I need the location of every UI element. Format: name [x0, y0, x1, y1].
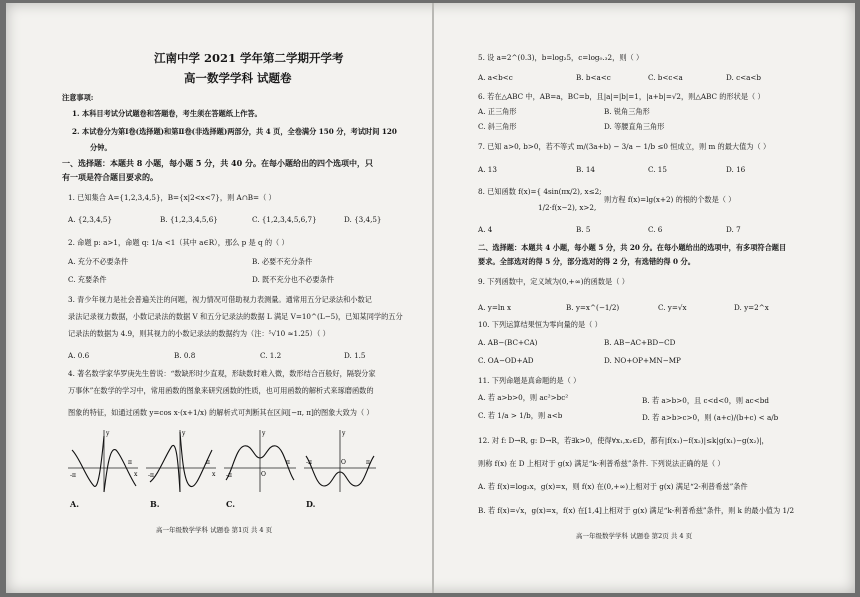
q5-option-d: D. c<a<b — [726, 73, 762, 82]
q10-option-d: D. NO+OP+MN−MP — [604, 356, 681, 365]
q1-stem: 1. 已知集合 A={1,2,3,4,5}，B={x|2<x<7}，则 A∩B=（ ） — [68, 193, 276, 202]
page-fold — [432, 3, 434, 593]
q10-option-b: B. AB−AC+BD−CD — [604, 338, 676, 347]
section2-heading: 二、选择题：本题共 4 小题，每小题 5 分，共 20 分。在每小题给出的选项中，有多项符合题目 — [478, 243, 787, 252]
q3-line-3: 记录法的数据为 4.9，则其视力的小数记录法的数据约为（注：⁵√10 ≈1.25）（ ） — [68, 329, 330, 338]
page-2-footer: 高一年级数学学科 试题卷 第2页 共 4 页 — [576, 532, 693, 540]
q5-option-c: C. b<c<a — [648, 73, 683, 82]
q9-option-d: D. y=2^x — [734, 303, 769, 312]
q2-stem: 2. 命题 p: a>1，命题 q: 1/a <1（其中 a∈R），那么 p 是 q 的（ ） — [68, 238, 289, 247]
graph-b-pos-pi: π — [206, 459, 210, 466]
q3-option-d: D. 1.5 — [344, 351, 366, 360]
q4-graph-d — [302, 428, 378, 494]
q7-stem: 7. 已知 a>0, b>0，若不等式 m/(3a+b) − 3/a − 1/b ≤0 恒成立，则 m 的最大值为（ ） — [478, 142, 771, 151]
note-1: 1. 本科目考试分试题卷和答题卷，考生须在答题纸上作答。 — [72, 109, 262, 118]
graph-c-neg-pi: -π — [226, 472, 232, 479]
graph-c-origin: O — [261, 471, 266, 478]
graph-a-pos-pi: π — [128, 459, 132, 466]
q11-option-c: C. 若 1/a > 1/b，则 a<b — [478, 411, 563, 420]
q1-option-b: B. {1,2,3,4,5,6} — [160, 215, 218, 224]
q9-option-b: B. y=x^(−1/2) — [566, 303, 620, 312]
q9-option-c: C. y=√x — [658, 303, 687, 312]
q12-line-1: 12. 对 f: D→R, g: D→R，若∃k>0，使得∀x₁,x₂∈D，都有|f(x₁)−f(x₂)|≤k|g(x₁)−g(x₂)|， — [478, 436, 769, 445]
exam-subtitle: 高一数学学科 试题卷 — [184, 71, 292, 85]
q3-option-b: B. 0.8 — [174, 351, 196, 360]
q6-option-a: A. 正三角形 — [478, 107, 517, 116]
graph-b-neg-pi: -π — [148, 472, 154, 479]
graph-d-origin: O — [341, 459, 346, 466]
q6-stem: 6. 若在△ABC 中，AB=a，BC=b，且|a|=|b|=1，|a+b|=√2，则△ABC 的形状是（ ） — [478, 92, 765, 101]
q3-line-1: 3. 青少年视力是社会普遍关注的问题，视力情况可借助视力表测量。通常用五分记录法和小数记 — [68, 295, 372, 304]
graph-a-x: x — [134, 471, 138, 478]
q7-option-b: B. 14 — [576, 165, 595, 174]
note-2-cont: 分钟。 — [90, 143, 112, 152]
q6-option-d: D. 等腰直角三角形 — [604, 122, 665, 131]
q12-option-b: B. 若 f(x)=√x，g(x)=x，f(x) 在[1,4]上相对于 g(x) 满足“k-利普希兹”条件，则 k 的最小值为 1/2 — [478, 506, 795, 515]
q4-line-1: 4. 著名数学家华罗庚先生曾说：“数缺形时少直观，形缺数时难入微，数形结合百般好，隔裂分家 — [68, 369, 376, 378]
page-1-footer: 高一年级数学学科 试题卷 第1页 共 4 页 — [156, 526, 273, 534]
q10-option-c: C. OA−OD+AD — [478, 356, 534, 365]
q1-option-a: A. {2,3,4,5} — [68, 215, 113, 224]
q2-option-b: B. 必要不充分条件 — [252, 257, 313, 266]
graph-c-y: y — [262, 430, 266, 437]
q8-option-a: A. 4 — [478, 225, 493, 234]
q7-option-c: C. 15 — [648, 165, 667, 174]
q2-option-c: C. 充要条件 — [68, 275, 107, 284]
q10-option-a: A. AB−(BC+CA) — [478, 338, 538, 347]
graph-d-neg-pi: -π — [306, 459, 312, 466]
graph-label-c: C. — [226, 499, 236, 509]
graph-d-y: y — [342, 430, 346, 437]
q10-stem: 10. 下列运算结果恒为零向量的是（ ） — [478, 320, 602, 329]
graph-label-a: A. — [70, 499, 79, 509]
exam-sheet — [6, 3, 855, 593]
q2-option-a: A. 充分不必要条件 — [68, 257, 129, 266]
q3-option-c: C. 1.2 — [260, 351, 282, 360]
q4-line-2: 万事休”在数学的学习中，常用函数的图象来研究函数的性质，也可用函数的解析式来琢磨函数的 — [68, 386, 374, 395]
q4-line-3: 图象的特征，如通过函数 y=cos x·(x+1/x) 的解析式可判断其在区间[−π, π]的图象大致为（ ） — [68, 408, 374, 417]
graph-b-y: y — [182, 430, 186, 437]
q4-graph-c — [222, 428, 298, 494]
q9-stem: 9. 下列函数中，定义域为(0,+∞)的函数是（ ） — [478, 277, 629, 286]
q4-graph-a — [66, 428, 140, 494]
graph-a-y: y — [106, 430, 110, 437]
exam-title: 江南中学 2021 学年第二学期开学考 — [154, 51, 344, 65]
q8-line-2: 1/2·f(x−2), x>2, — [538, 203, 597, 212]
q11-stem: 11. 下列命题是真命题的是（ ） — [478, 376, 581, 385]
q5-option-b: B. b<a<c — [576, 73, 611, 82]
q3-option-a: A. 0.6 — [68, 351, 90, 360]
q7-option-a: A. 13 — [478, 165, 497, 174]
graph-label-b: B. — [150, 499, 160, 509]
q9-option-a: A. y=ln x — [478, 303, 512, 312]
q12-line-2: 则称 f(x) 在 D 上相对于 g(x) 满足“k-利普希兹”条件. 下列说法正确的是（ ） — [478, 459, 725, 468]
q3-line-2: 录法记录视力数据，小数记录法的数据 V 和五分记录法的数据 L 满足 V=10^(L−5)，已知某同学的五分 — [68, 312, 403, 321]
q5-option-a: A. a<b<c — [478, 73, 513, 82]
q8-option-c: C. 6 — [648, 225, 663, 234]
section1-heading-cont: 有一项是符合题目要求的。 — [62, 172, 158, 182]
q8-option-b: B. 5 — [576, 225, 591, 234]
q5-stem: 5. 设 a=2^(0.3)，b=log₂5，c=log₀.₃2，则（ ） — [478, 53, 644, 62]
q11-option-b: B. 若 a>b>0，且 c<d<0，则 ac<bd — [642, 396, 769, 405]
graph-c-pos-pi: π — [286, 459, 290, 466]
graph-a-neg-pi: -π — [70, 472, 76, 479]
q11-option-a: A. 若 a>b>0，则 ac²>bc² — [478, 393, 569, 402]
q2-option-d: D. 既不充分也不必要条件 — [252, 275, 334, 284]
graph-label-d: D. — [306, 499, 316, 509]
q4-graph-b — [144, 428, 218, 494]
q6-option-b: B. 锐角三角形 — [604, 107, 650, 116]
section1-heading: 一、选择题：本题共 8 小题，每小题 5 分，共 40 分。在每小题给出的四个选项中，只 — [62, 158, 373, 168]
graph-b-x: x — [212, 471, 216, 478]
section2-heading-cont: 要求。全部选对的得 5 分，部分选对的得 2 分，有选错的得 0 分。 — [478, 257, 695, 266]
q6-option-c: C. 斜三角形 — [478, 122, 517, 131]
q1-option-c: C. {1,2,3,4,5,6,7} — [252, 215, 317, 224]
graph-d-pos-pi: π — [366, 459, 370, 466]
page-2 — [436, 3, 855, 593]
q7-option-d: D. 16 — [726, 165, 746, 174]
q8-line-1: 8. 已知函数 f(x)={ 4sin(πx/2), x≤2; — [478, 187, 602, 196]
note-2: 2. 本试卷分为第Ⅰ卷(选择题)和第Ⅱ卷(非选择题)两部分，共 4 页，全卷满分 150 分，考试时间 120 — [72, 127, 397, 136]
q8-line-1b: 则方程 f(x)=lg(x+2) 的根的个数是（ ） — [604, 195, 736, 204]
q1-option-d: D. {3,4,5} — [344, 215, 382, 224]
q8-option-d: D. 7 — [726, 225, 741, 234]
q12-option-a: A. 若 f(x)=log₂x，g(x)=x，则 f(x) 在(0,+∞)上相对于 g(x) 满足“2-利普希兹”条件 — [478, 482, 748, 491]
page-1 — [6, 3, 431, 593]
q11-option-d: D. 若 a>b>c>0，则 (a+c)/(b+c) < a/b — [642, 413, 779, 422]
notes-heading: 注意事项: — [62, 93, 94, 102]
